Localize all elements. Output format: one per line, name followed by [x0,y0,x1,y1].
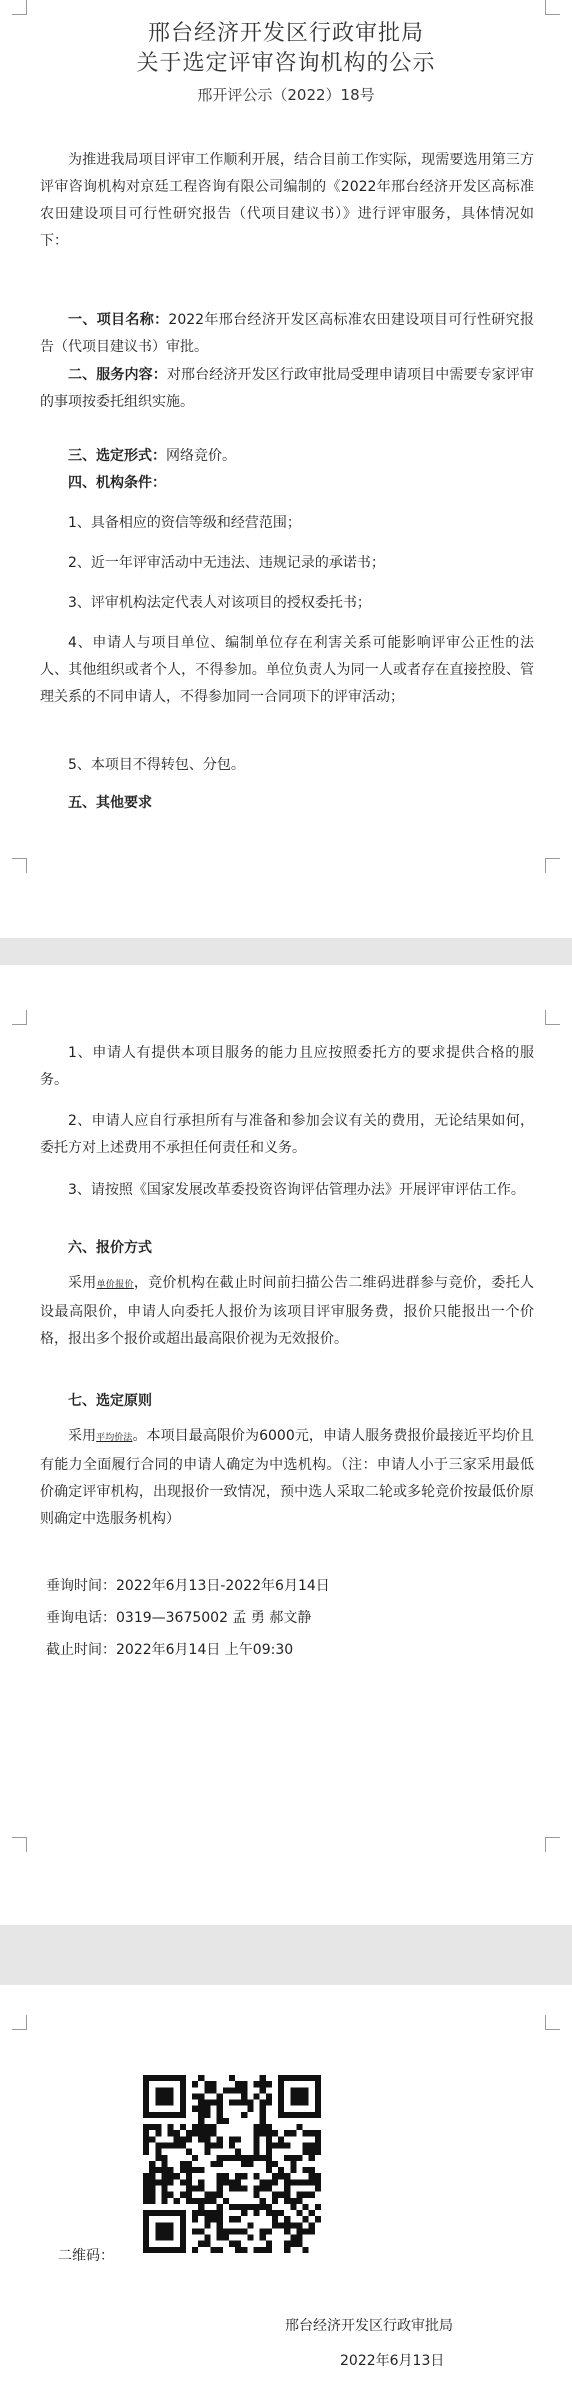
inquiry-time: 垂询时间：2022年6月13日-2022年6月14日 [46,1578,330,1594]
intro-paragraph: 为推进我局项目评审工作顺利开展，结合目前工作实际，现需要选用第三方评审咨询机构对京廷工程咨询有限公司编制的《2022年邢台经济开发区高标准农田建设项目可行性研究报告（代项目建议书）》进行评审服务，具体情况如下： [40,152,534,249]
qr-label: 二维码： [58,2248,114,2264]
page-corner-mark [12,2015,27,2030]
condition-item: 4、申请人与项目单位、编制单位存在利害关系可能影响评审公正性的法人、其他组织或者个人，不得参加。单位负责人为同一人或者存在直接控股、管理关系的不同申请人，不得参加同一合同项下的评审活动； [40,635,534,705]
section-conditions-heading: 四、机构条件： [68,475,166,491]
section-text: 对邢台经济开发区行政审批局受理申请项目中需要专家评审的事项按委托组织实施。 [40,367,534,410]
section-text: 2022年邢台经济开发区高标准农田建设项目可行性研究报告（代项目建议书）审批。 [40,312,534,355]
section-selection-form [40,443,534,470]
other-requirement-item: 2、申请人应自行承担所有与准备和参加会议有关的费用，无论结果如何，委托方对上述费用不承担任何责任和义务。 [40,1113,534,1156]
section-quote-heading: 六、报价方式 [68,1240,152,1256]
document-page-1 [0,0,572,938]
principle-method: 平均价法 [96,1433,133,1443]
section-service-content [40,362,534,416]
other-requirement-item: 1、申请人有提供本项目服务的能力且应按照委托方的要求提供合格的服务。 [40,1045,534,1088]
section-principle-text: 采用平均价法。本项目最高限价为6000元，申请人服务费报价最接近平均价且有能力全面履行合同的申请人确定为中选机构。（注：申请人小于三家采用最低价确定评审机构，出现报价一致情况，预中选人采取二轮或多轮竞价按最低价原则确定中选服务机构） [40,1428,534,1527]
page-corner-mark [545,2015,560,2030]
section-principle-heading: 七、选定原则 [68,1393,152,1409]
quote-method: 单价报价 [96,1280,134,1290]
page-corner-mark [545,0,560,15]
page-corner-mark [12,1010,27,1025]
page-corner-mark [12,1837,27,1852]
qr-code-icon[interactable] [143,2075,321,2253]
condition-item: 3、评审机构法定代表人对该项目的授权委托书； [68,595,371,611]
condition-item: 1、具备相应的资信等级和经营范围； [68,515,301,531]
section-label: 二、服务内容： [68,367,167,383]
section-project-name [40,307,534,361]
doc-number: 邢开评公示（2022）18号 [197,86,375,104]
page-corner-mark [545,1010,560,1025]
other-requirement-item: 3、请按照《国家发展改革委投资咨询评估管理办法》开展评审评估工作。 [68,1182,525,1198]
section-quote-text: 采用单价报价，竞价机构在截止时间前扫描公告二维码进群参与竞价，委托人设最高限价，申请人向委托人报价为该项目评审服务费，报价只能报出一个价格，报出多个报价或超出最高限价视为无效报价。 [40,1275,534,1347]
document-page-2 [0,965,572,1925]
deadline: 截止时间：2022年6月14日 上午09:30 [46,1642,294,1658]
condition-item: 5、本项目不得转包、分包。 [68,757,245,773]
signature-date: 2022年6月13日 [340,2353,445,2369]
section-other-heading: 五、其他要求 [68,795,152,811]
section-label: 三、选定形式： [68,448,166,464]
inquiry-phone: 垂询电话：0319—3675002 孟 勇 郝文静 [46,1610,312,1626]
page-corner-mark [545,858,560,873]
page-corner-mark [12,0,27,15]
doc-title-line1: 邢台经济开发区行政审批局 [147,21,424,46]
condition-item: 2、近一年评审活动中无违法、违规记录的承诺书； [68,555,385,571]
section-label: 一、项目名称： [68,312,169,328]
doc-title-line2: 关于选定评审咨询机构的公示 [136,51,436,76]
signature-org: 邢台经济开发区行政审批局 [285,2318,453,2334]
section-text: 网络竞价。 [166,448,236,464]
page-corner-mark [545,1837,560,1852]
page-corner-mark [12,858,27,873]
